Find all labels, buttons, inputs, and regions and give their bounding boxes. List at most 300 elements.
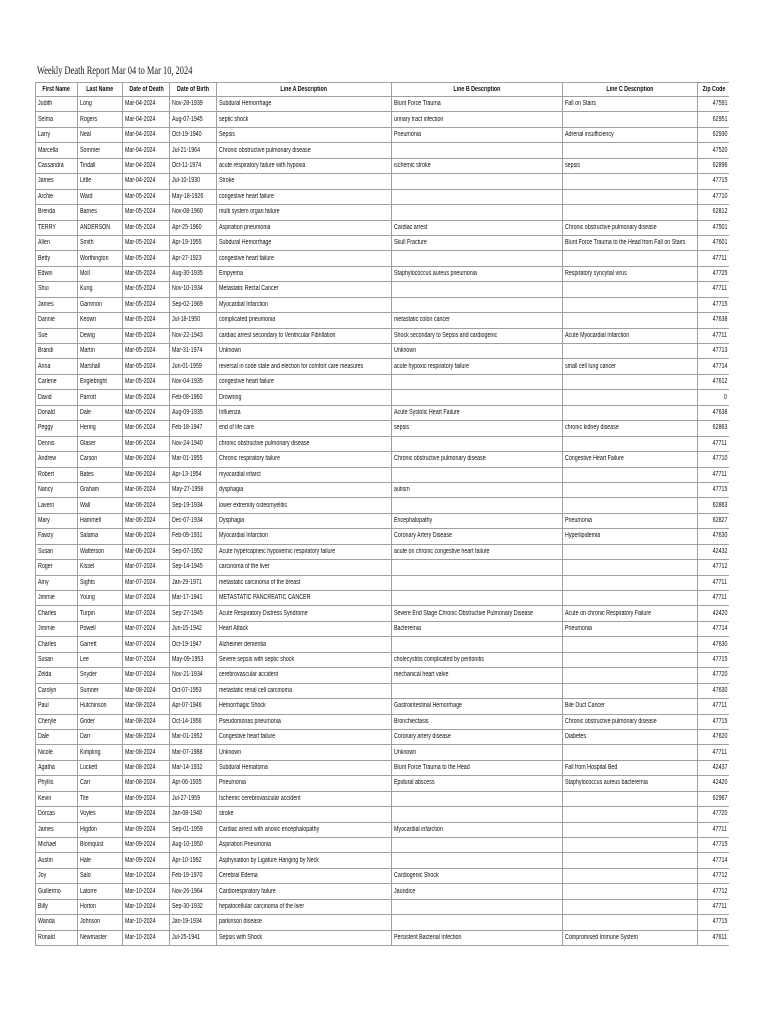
cell-line-c bbox=[563, 251, 698, 266]
cell-line-a bbox=[217, 683, 392, 698]
cell-first-name bbox=[36, 560, 78, 575]
date-of-birth-text: Nov-08-1960 bbox=[172, 208, 203, 216]
column-header-line-b bbox=[392, 83, 563, 97]
cell-date-of-death bbox=[123, 714, 170, 729]
cell-date-of-death bbox=[123, 158, 170, 173]
last-name-text: Powell bbox=[80, 625, 96, 633]
cell-date-of-death bbox=[123, 421, 170, 436]
cell-first-name bbox=[36, 266, 78, 281]
cell-line-b bbox=[392, 884, 563, 899]
cell-first-name bbox=[36, 529, 78, 544]
cell-first-name bbox=[36, 127, 78, 142]
cell-date-of-death bbox=[123, 606, 170, 621]
cell-line-b bbox=[392, 714, 563, 729]
date-of-birth-text: Jan-29-1971 bbox=[172, 578, 202, 586]
line-a-text: Acute Respiratory Distress Syndrome bbox=[219, 609, 308, 617]
date-of-death-text: Mar-06-2024 bbox=[125, 439, 156, 447]
cell-line-b bbox=[392, 621, 563, 636]
line-c-text: Fall from Hospital Bed bbox=[565, 764, 618, 772]
cell-zip-code bbox=[698, 683, 730, 698]
line-b-text: acute on chronic congestive heart failure bbox=[394, 547, 490, 555]
first-name-text: Susan bbox=[38, 547, 54, 555]
cell-zip-code bbox=[698, 544, 730, 559]
line-c-text: Congestive Heart Failure bbox=[565, 455, 624, 463]
cell-last-name bbox=[78, 776, 123, 791]
zip-code-text: 47715 bbox=[712, 300, 727, 308]
cell-line-c bbox=[563, 745, 698, 760]
zip-code-text: 47638 bbox=[712, 408, 727, 416]
last-name-text: Graham bbox=[80, 486, 100, 494]
cell-zip-code bbox=[698, 282, 730, 297]
cell-first-name bbox=[36, 189, 78, 204]
date-of-birth-text: Apr-13-1954 bbox=[172, 470, 202, 478]
date-of-death-text: Mar-09-2024 bbox=[125, 856, 156, 864]
cell-line-b bbox=[392, 575, 563, 590]
cell-line-b bbox=[392, 282, 563, 297]
zip-code-text: 47715 bbox=[712, 655, 727, 663]
line-a-text: Severe sepsis with septic shock bbox=[219, 655, 295, 663]
cell-zip-code bbox=[698, 143, 730, 158]
cell-first-name bbox=[36, 668, 78, 683]
zip-code-text: 47630 bbox=[712, 686, 727, 694]
line-a-text: carcinoma of the liver bbox=[219, 563, 270, 571]
cell-line-c bbox=[563, 405, 698, 420]
date-of-birth-text: Nov-04-1935 bbox=[172, 378, 203, 386]
cell-date-of-birth bbox=[170, 637, 217, 652]
table-row bbox=[36, 482, 730, 497]
last-name-text: Moll bbox=[80, 270, 90, 278]
zip-code-text: 47715 bbox=[712, 918, 727, 926]
line-c-text: Respiratory syncytial virus bbox=[565, 270, 627, 278]
line-a-text: Stroke bbox=[219, 177, 235, 185]
cell-date-of-birth bbox=[170, 791, 217, 806]
cell-line-a bbox=[217, 205, 392, 220]
cell-line-a bbox=[217, 652, 392, 667]
cell-line-a bbox=[217, 143, 392, 158]
cell-zip-code bbox=[698, 807, 730, 822]
table-row bbox=[36, 143, 730, 158]
zip-code-text: 62827 bbox=[712, 517, 727, 525]
cell-line-a bbox=[217, 313, 392, 328]
first-name-text: Larry bbox=[38, 131, 51, 139]
cell-date-of-birth bbox=[170, 498, 217, 513]
cell-date-of-death bbox=[123, 915, 170, 930]
cell-line-b bbox=[392, 467, 563, 482]
table-row bbox=[36, 637, 730, 652]
line-a-text: Congestive heart failure bbox=[219, 733, 276, 741]
last-name-text: Barnes bbox=[80, 208, 97, 216]
date-of-birth-text: Nov-28-1939 bbox=[172, 100, 203, 108]
cell-last-name bbox=[78, 729, 123, 744]
first-name-text: Lavern bbox=[38, 501, 55, 509]
cell-date-of-death bbox=[123, 112, 170, 127]
cell-date-of-death bbox=[123, 235, 170, 250]
cell-line-a bbox=[217, 606, 392, 621]
zip-code-text: 47612 bbox=[712, 378, 727, 386]
cell-line-b bbox=[392, 683, 563, 698]
line-b-text: autism bbox=[394, 486, 410, 494]
cell-first-name bbox=[36, 143, 78, 158]
date-of-birth-text: Sep-19-1934 bbox=[172, 501, 203, 509]
cell-line-c bbox=[563, 884, 698, 899]
line-a-text: Cardiorespiratory failure bbox=[219, 887, 276, 895]
cell-line-a bbox=[217, 853, 392, 868]
line-c-text: Hyperlipidemia bbox=[565, 532, 601, 540]
first-name-text: Charles bbox=[38, 640, 57, 648]
zip-code-text: 47711 bbox=[712, 470, 727, 478]
first-name-text: Anna bbox=[38, 362, 51, 370]
cell-last-name bbox=[78, 97, 123, 112]
cell-last-name bbox=[78, 205, 123, 220]
last-name-text: Hering bbox=[80, 424, 96, 432]
zip-code-text: 47715 bbox=[712, 177, 727, 185]
date-of-death-text: Mar-04-2024 bbox=[125, 161, 156, 169]
cell-line-a bbox=[217, 930, 392, 945]
last-name-text: Luckett bbox=[80, 764, 98, 772]
cell-line-b bbox=[392, 838, 563, 853]
cell-line-b bbox=[392, 112, 563, 127]
table-row bbox=[36, 344, 730, 359]
last-name-text: Carr bbox=[80, 779, 91, 787]
cell-line-b bbox=[392, 760, 563, 775]
cell-line-c bbox=[563, 158, 698, 173]
table-row bbox=[36, 359, 730, 374]
first-name-text: Shui bbox=[38, 285, 49, 293]
cell-line-c bbox=[563, 807, 698, 822]
cell-first-name bbox=[36, 97, 78, 112]
cell-line-b bbox=[392, 143, 563, 158]
zip-code-text: 0 bbox=[724, 393, 727, 401]
column-header-label: Date of Birth bbox=[177, 85, 209, 93]
table-row bbox=[36, 699, 730, 714]
date-of-death-text: Mar-06-2024 bbox=[125, 486, 156, 494]
cell-last-name bbox=[78, 621, 123, 636]
cell-first-name bbox=[36, 868, 78, 883]
cell-line-c bbox=[563, 575, 698, 590]
cell-last-name bbox=[78, 513, 123, 528]
first-name-text: Cheryle bbox=[38, 717, 57, 725]
death-report-table-container bbox=[35, 82, 729, 946]
cell-date-of-birth bbox=[170, 745, 217, 760]
cell-date-of-birth bbox=[170, 683, 217, 698]
cell-line-c bbox=[563, 621, 698, 636]
cell-date-of-death bbox=[123, 390, 170, 405]
cell-last-name bbox=[78, 714, 123, 729]
date-of-birth-text: Jul-10-1930 bbox=[172, 177, 201, 185]
line-c-text: Acute Myocardial Infarction bbox=[565, 331, 630, 339]
cell-zip-code bbox=[698, 529, 730, 544]
cell-last-name bbox=[78, 591, 123, 606]
last-name-text: Neal bbox=[80, 131, 91, 139]
table-row bbox=[36, 205, 730, 220]
zip-code-text: 47720 bbox=[712, 810, 727, 818]
cell-zip-code bbox=[698, 189, 730, 204]
cell-zip-code bbox=[698, 112, 730, 127]
line-a-text: metastatic renal cell carcinoma bbox=[219, 686, 293, 694]
cell-line-c bbox=[563, 467, 698, 482]
cell-line-b bbox=[392, 220, 563, 235]
zip-code-text: 62863 bbox=[712, 501, 727, 509]
date-of-death-text: Mar-04-2024 bbox=[125, 131, 156, 139]
date-of-death-text: Mar-05-2024 bbox=[125, 254, 156, 262]
zip-code-text: 47591 bbox=[712, 100, 727, 108]
last-name-text: Darr bbox=[80, 733, 91, 741]
cell-date-of-death bbox=[123, 127, 170, 142]
cell-date-of-death bbox=[123, 637, 170, 652]
zip-code-text: 47710 bbox=[712, 192, 727, 200]
line-c-text: Blunt Force Trauma to the Head from Fall on Stairs bbox=[565, 239, 686, 247]
last-name-text: Sights bbox=[80, 578, 95, 586]
cell-last-name bbox=[78, 112, 123, 127]
cell-line-b bbox=[392, 606, 563, 621]
cell-line-c bbox=[563, 899, 698, 914]
cell-first-name bbox=[36, 313, 78, 328]
cell-zip-code bbox=[698, 127, 730, 142]
cell-line-a bbox=[217, 405, 392, 420]
zip-code-text: 47711 bbox=[712, 254, 727, 262]
date-of-birth-text: Mar-17-1941 bbox=[172, 594, 203, 602]
table-row bbox=[36, 112, 730, 127]
cell-last-name bbox=[78, 266, 123, 281]
zip-code-text: 62951 bbox=[712, 115, 727, 123]
last-name-text: Hutchinson bbox=[80, 702, 107, 710]
table-row bbox=[36, 884, 730, 899]
first-name-text: Roger bbox=[38, 563, 53, 571]
cell-line-c bbox=[563, 328, 698, 343]
cell-line-c bbox=[563, 699, 698, 714]
date-of-death-text: Mar-05-2024 bbox=[125, 378, 156, 386]
date-of-death-text: Mar-06-2024 bbox=[125, 470, 156, 478]
table-row bbox=[36, 452, 730, 467]
cell-line-b bbox=[392, 421, 563, 436]
last-name-text: Marshall bbox=[80, 362, 101, 370]
cell-date-of-birth bbox=[170, 714, 217, 729]
column-header-last-name bbox=[78, 83, 123, 97]
cell-first-name bbox=[36, 791, 78, 806]
zip-code-text: 47714 bbox=[712, 362, 727, 370]
cell-first-name bbox=[36, 220, 78, 235]
date-of-death-text: Mar-05-2024 bbox=[125, 285, 156, 293]
cell-line-b bbox=[392, 436, 563, 451]
zip-code-text: 47711 bbox=[712, 825, 727, 833]
last-name-text: Dewig bbox=[80, 331, 95, 339]
line-a-text: Influenza bbox=[219, 408, 241, 416]
line-c-text: Staphylococcus aureus bacteremia bbox=[565, 779, 648, 787]
cell-date-of-death bbox=[123, 297, 170, 312]
date-of-birth-text: Feb-18-1947 bbox=[172, 424, 203, 432]
cell-zip-code bbox=[698, 313, 730, 328]
zip-code-text: 47714 bbox=[712, 625, 727, 633]
line-b-text: cholecystitis complicated by peritonitis bbox=[394, 655, 484, 663]
first-name-text: Allen bbox=[38, 239, 50, 247]
date-of-birth-text: Jan-19-1934 bbox=[172, 918, 202, 926]
cell-line-b bbox=[392, 266, 563, 281]
cell-first-name bbox=[36, 498, 78, 513]
line-b-text: Myocardial infarction bbox=[394, 825, 443, 833]
cell-line-b bbox=[392, 745, 563, 760]
cell-line-b bbox=[392, 127, 563, 142]
first-name-text: Wanda bbox=[38, 918, 55, 926]
date-of-birth-text: Aug-10-1950 bbox=[172, 841, 203, 849]
date-of-death-text: Mar-05-2024 bbox=[125, 316, 156, 324]
table-row bbox=[36, 421, 730, 436]
last-name-text: Wall bbox=[80, 501, 91, 509]
date-of-death-text: Mar-05-2024 bbox=[125, 223, 156, 231]
cell-line-c bbox=[563, 760, 698, 775]
cell-zip-code bbox=[698, 436, 730, 451]
date-of-birth-text: Jun-15-1942 bbox=[172, 625, 202, 633]
date-of-birth-text: Oct-19-1940 bbox=[172, 131, 202, 139]
cell-date-of-birth bbox=[170, 606, 217, 621]
last-name-text: Bates bbox=[80, 470, 94, 478]
line-b-text: Jaundice bbox=[394, 887, 416, 895]
date-of-birth-text: Jul-21-1964 bbox=[172, 146, 201, 154]
cell-zip-code bbox=[698, 390, 730, 405]
line-a-text: cerebrovascular accident bbox=[219, 671, 279, 679]
cell-line-b bbox=[392, 158, 563, 173]
cell-zip-code bbox=[698, 560, 730, 575]
cell-line-a bbox=[217, 482, 392, 497]
cell-zip-code bbox=[698, 714, 730, 729]
column-header-label: Last Name bbox=[86, 85, 114, 93]
line-a-text: Pneumonia bbox=[219, 779, 246, 787]
cell-date-of-death bbox=[123, 467, 170, 482]
first-name-text: Dennis bbox=[38, 439, 55, 447]
cell-line-a bbox=[217, 344, 392, 359]
table-row bbox=[36, 853, 730, 868]
cell-first-name bbox=[36, 699, 78, 714]
date-of-birth-text: Mar-01-1955 bbox=[172, 455, 203, 463]
zip-code-text: 47611 bbox=[712, 933, 727, 941]
cell-zip-code bbox=[698, 235, 730, 250]
cell-line-c bbox=[563, 513, 698, 528]
date-of-birth-text: Dec-07-1934 bbox=[172, 517, 203, 525]
first-name-text: Carlene bbox=[38, 378, 57, 386]
date-of-birth-text: Nov-10-1934 bbox=[172, 285, 203, 293]
line-c-text: chronic kidney disease bbox=[565, 424, 619, 432]
line-a-text: Hemorrhagic Shock bbox=[219, 702, 266, 710]
date-of-death-text: Mar-05-2024 bbox=[125, 239, 156, 247]
cell-zip-code bbox=[698, 220, 730, 235]
date-of-birth-text: Sep-01-1959 bbox=[172, 825, 203, 833]
date-of-birth-text: Mar-31-1974 bbox=[172, 347, 203, 355]
line-a-text: Myocardial Infarction bbox=[219, 532, 269, 540]
cell-line-b bbox=[392, 591, 563, 606]
date-of-birth-text: Jan-08-1940 bbox=[172, 810, 202, 818]
date-of-birth-text: Jul-18-1950 bbox=[172, 316, 201, 324]
cell-zip-code bbox=[698, 158, 730, 173]
date-of-death-text: Mar-07-2024 bbox=[125, 563, 156, 571]
line-a-text: Unknown bbox=[219, 347, 242, 355]
cell-date-of-death bbox=[123, 621, 170, 636]
table-row bbox=[36, 930, 730, 945]
date-of-birth-text: Jul-25-1941 bbox=[172, 933, 201, 941]
cell-line-a bbox=[217, 235, 392, 250]
table-row bbox=[36, 714, 730, 729]
cell-date-of-birth bbox=[170, 421, 217, 436]
cell-zip-code bbox=[698, 637, 730, 652]
line-a-text: metastatic carcinoma of the breast bbox=[219, 578, 301, 586]
zip-code-text: 47710 bbox=[712, 455, 727, 463]
cell-line-b bbox=[392, 359, 563, 374]
line-b-text: Blunt Force Trauma bbox=[394, 100, 441, 108]
last-name-text: Worthington bbox=[80, 254, 109, 262]
column-header-line-a bbox=[217, 83, 392, 97]
line-a-text: dysphagia bbox=[219, 486, 244, 494]
cell-line-c bbox=[563, 97, 698, 112]
first-name-text: Brenda bbox=[38, 208, 56, 216]
line-a-text: Ischemic cerebrovascular accident bbox=[219, 794, 301, 802]
cell-date-of-death bbox=[123, 205, 170, 220]
last-name-text: Tite bbox=[80, 794, 89, 802]
cell-line-c bbox=[563, 714, 698, 729]
table-row bbox=[36, 266, 730, 281]
first-name-text: Jimmie bbox=[38, 625, 55, 633]
cell-zip-code bbox=[698, 467, 730, 482]
cell-date-of-birth bbox=[170, 699, 217, 714]
table-row bbox=[36, 313, 730, 328]
zip-code-text: 42420 bbox=[712, 779, 727, 787]
cell-line-c bbox=[563, 930, 698, 945]
zip-code-text: 47711 bbox=[712, 578, 727, 586]
cell-date-of-death bbox=[123, 652, 170, 667]
date-of-birth-text: Feb-09-1931 bbox=[172, 532, 203, 540]
date-of-birth-text: Oct-07-1953 bbox=[172, 686, 202, 694]
first-name-text: Agatha bbox=[38, 764, 55, 772]
column-header-label: Line A Description bbox=[280, 85, 328, 93]
cell-last-name bbox=[78, 344, 123, 359]
cell-line-c bbox=[563, 266, 698, 281]
date-of-birth-text: Sep-27-1945 bbox=[172, 609, 203, 617]
first-name-text: Dannie bbox=[38, 316, 55, 324]
line-b-text: Blunt Force Trauma to the Head bbox=[394, 764, 470, 772]
last-name-text: Carson bbox=[80, 455, 98, 463]
last-name-text: Voyles bbox=[80, 810, 96, 818]
cell-last-name bbox=[78, 884, 123, 899]
cell-date-of-death bbox=[123, 97, 170, 112]
cell-date-of-birth bbox=[170, 807, 217, 822]
cell-line-a bbox=[217, 266, 392, 281]
last-name-text: Turpin bbox=[80, 609, 95, 617]
table-row bbox=[36, 591, 730, 606]
cell-date-of-birth bbox=[170, 884, 217, 899]
cell-date-of-birth bbox=[170, 760, 217, 775]
cell-last-name bbox=[78, 359, 123, 374]
column-header-label: First Name bbox=[42, 85, 71, 93]
cell-first-name bbox=[36, 683, 78, 698]
date-of-death-text: Mar-06-2024 bbox=[125, 455, 156, 463]
cell-line-b bbox=[392, 807, 563, 822]
zip-code-text: 47501 bbox=[712, 223, 727, 231]
cell-line-a bbox=[217, 374, 392, 389]
cell-date-of-birth bbox=[170, 97, 217, 112]
cell-date-of-death bbox=[123, 699, 170, 714]
date-of-death-text: Mar-05-2024 bbox=[125, 362, 156, 370]
table-row bbox=[36, 529, 730, 544]
line-a-text: Drowning bbox=[219, 393, 242, 401]
cell-first-name bbox=[36, 390, 78, 405]
cell-last-name bbox=[78, 575, 123, 590]
last-name-text: Glaser bbox=[80, 439, 96, 447]
last-name-text: Newmaster bbox=[80, 933, 107, 941]
last-name-text: Englebright bbox=[80, 378, 107, 386]
cell-first-name bbox=[36, 344, 78, 359]
cell-line-c bbox=[563, 853, 698, 868]
first-name-text: David bbox=[38, 393, 52, 401]
table-row bbox=[36, 235, 730, 250]
cell-line-b bbox=[392, 560, 563, 575]
date-of-birth-text: Nov-21-1934 bbox=[172, 671, 203, 679]
